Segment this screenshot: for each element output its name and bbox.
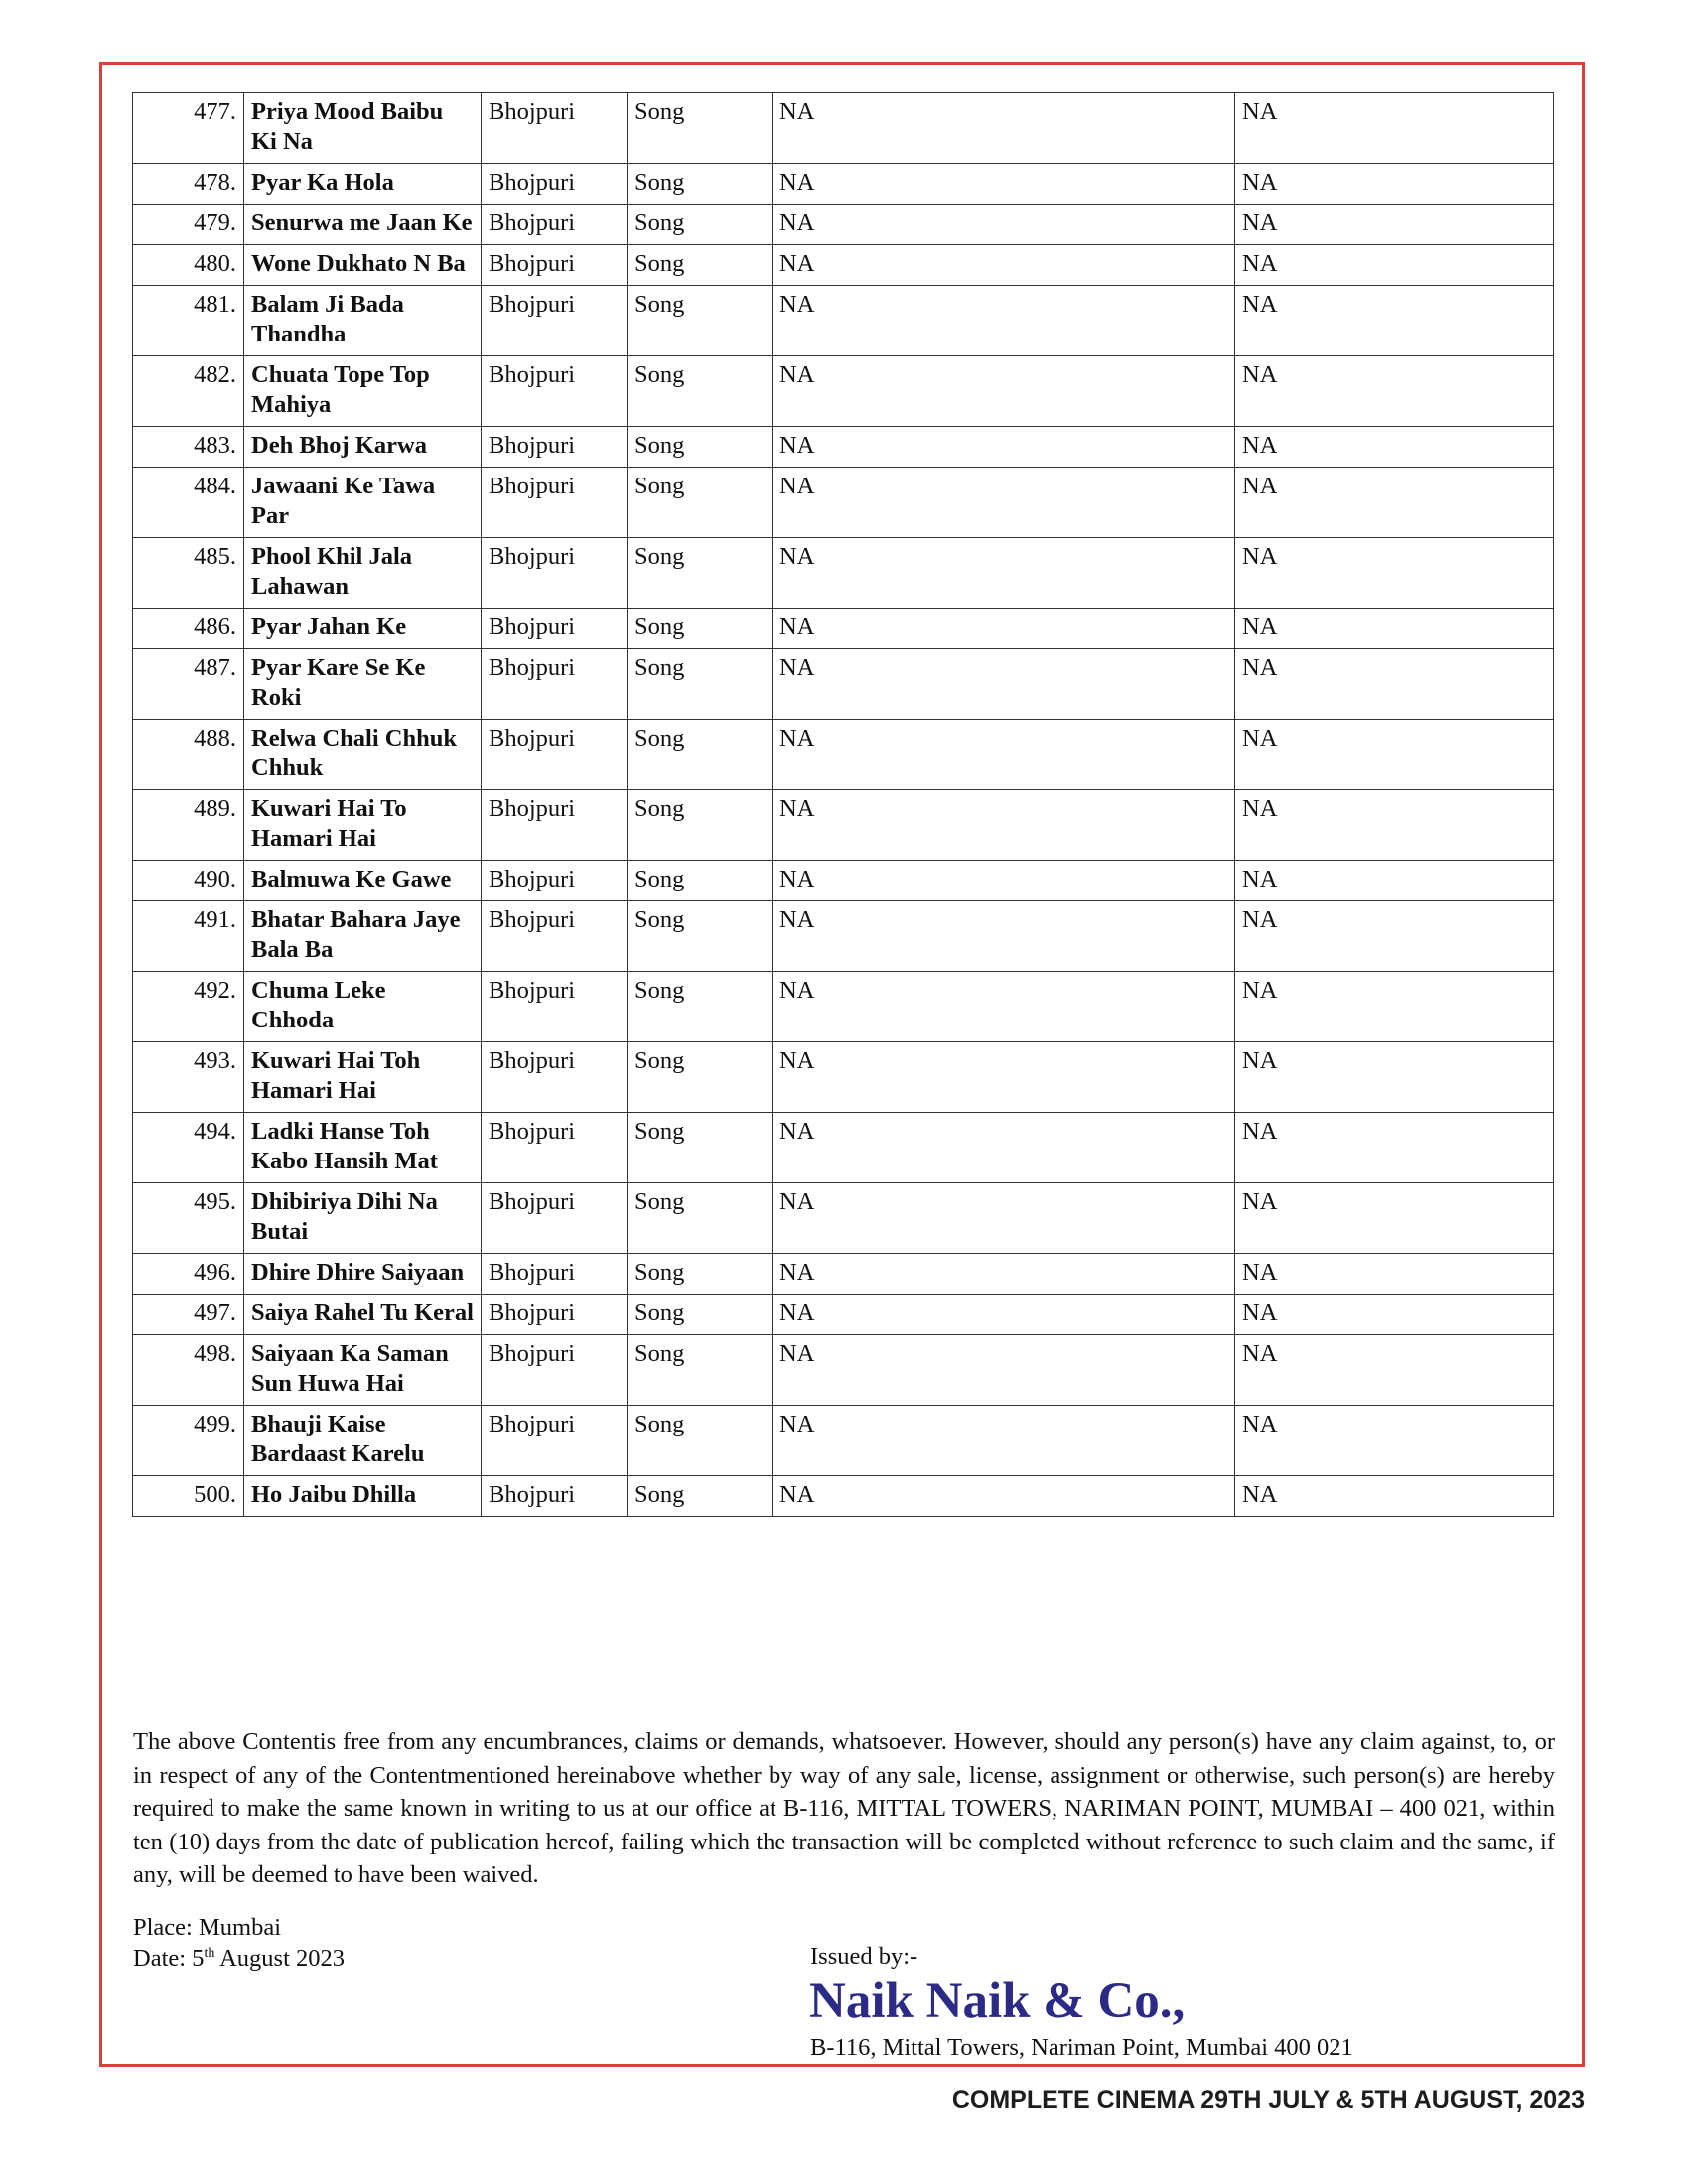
type-cell: Song <box>628 356 773 427</box>
language-cell: Bhojpuri <box>482 720 628 790</box>
language-cell: Bhojpuri <box>482 538 628 609</box>
language-cell: Bhojpuri <box>482 972 628 1042</box>
table-row <box>133 1254 1554 1295</box>
na-cell: NA <box>1235 538 1554 609</box>
type-cell: Song <box>628 164 773 205</box>
row-number: 493. <box>133 1042 244 1113</box>
na-cell: NA <box>773 649 1235 720</box>
na-cell: NA <box>773 1335 1235 1406</box>
type-cell: Song <box>628 609 773 649</box>
language-cell: Bhojpuri <box>482 164 628 205</box>
type-cell: Song <box>628 245 773 286</box>
title-cell: Deh Bhoj Karwa <box>244 427 482 468</box>
language-cell: Bhojpuri <box>482 1042 628 1113</box>
place-line: Place: Mumbai <box>133 1914 282 1941</box>
type-cell: Song <box>628 972 773 1042</box>
language-cell: Bhojpuri <box>482 1406 628 1476</box>
row-number: 480. <box>133 245 244 286</box>
na-cell: NA <box>773 356 1235 427</box>
na-cell: NA <box>1235 861 1554 901</box>
type-cell: Song <box>628 1335 773 1406</box>
row-number: 488. <box>133 720 244 790</box>
language-cell: Bhojpuri <box>482 649 628 720</box>
title-cell: Relwa Chali Chhuk Chhuk <box>244 720 482 790</box>
na-cell: NA <box>1235 245 1554 286</box>
type-cell: Song <box>628 861 773 901</box>
na-cell: NA <box>1235 609 1554 649</box>
table-row <box>133 790 1554 861</box>
title-cell: Kuwari Hai To Hamari Hai <box>244 790 482 861</box>
na-cell: NA <box>1235 164 1554 205</box>
title-cell: Priya Mood Baibu Ki Na <box>244 93 482 164</box>
na-cell: NA <box>773 245 1235 286</box>
na-cell: NA <box>773 286 1235 356</box>
row-number: 485. <box>133 538 244 609</box>
title-cell: Chuata Tope Top Mahiya <box>244 356 482 427</box>
title-cell: Saiya Rahel Tu Keral <box>244 1295 482 1335</box>
na-cell: NA <box>773 1113 1235 1183</box>
row-number: 487. <box>133 649 244 720</box>
na-cell: NA <box>1235 1476 1554 1517</box>
row-number: 489. <box>133 790 244 861</box>
issuer-name: Naik Naik & Co., <box>809 1974 1186 2029</box>
title-cell: Pyar Ka Hola <box>244 164 482 205</box>
na-cell: NA <box>1235 286 1554 356</box>
language-cell: Bhojpuri <box>482 1335 628 1406</box>
na-cell: NA <box>773 427 1235 468</box>
language-cell: Bhojpuri <box>482 1113 628 1183</box>
title-cell: Ho Jaibu Dhilla <box>244 1476 482 1517</box>
title-cell: Pyar Kare Se Ke Roki <box>244 649 482 720</box>
title-cell: Dhibiriya Dihi Na Butai <box>244 1183 482 1254</box>
row-number: 492. <box>133 972 244 1042</box>
type-cell: Song <box>628 1254 773 1295</box>
table-row <box>133 1042 1554 1113</box>
na-cell: NA <box>773 790 1235 861</box>
na-cell: NA <box>1235 972 1554 1042</box>
na-cell: NA <box>773 205 1235 245</box>
na-cell: NA <box>773 1476 1235 1517</box>
na-cell: NA <box>1235 93 1554 164</box>
language-cell: Bhojpuri <box>482 1183 628 1254</box>
row-number: 483. <box>133 427 244 468</box>
table-row <box>133 649 1554 720</box>
row-number: 478. <box>133 164 244 205</box>
na-cell: NA <box>1235 1183 1554 1254</box>
declaration-paragraph: The above Contentis free from any encumbrances, claims or demands, whatsoever. However, should any person(s) have any claim against, to, or in respect of any of the Contentmentioned hereinabove whether by way of any sale, license, assignment or otherwise, such person(s) are hereby required to make the same known in writing to us at our office at B-116, MITTAL TOWERS, NARIMAN POINT, MUMBAI – 400 021, within ten (10) days from the date of publication hereof, failing which the transaction will be completed without reference to such claim and the same, if any, will be deemed to have been waived. <box>133 1728 1555 1888</box>
na-cell: NA <box>773 861 1235 901</box>
na-cell: NA <box>773 93 1235 164</box>
content-schedule-table <box>132 92 1554 1517</box>
title-cell: Senurwa me Jaan Ke <box>244 205 482 245</box>
language-cell: Bhojpuri <box>482 1254 628 1295</box>
type-cell: Song <box>628 286 773 356</box>
row-number: 481. <box>133 286 244 356</box>
language-cell: Bhojpuri <box>482 468 628 538</box>
na-cell: NA <box>1235 1295 1554 1335</box>
table-row <box>133 245 1554 286</box>
row-number: 477. <box>133 93 244 164</box>
type-cell: Song <box>628 720 773 790</box>
row-number: 490. <box>133 861 244 901</box>
table-row <box>133 356 1554 427</box>
table-row <box>133 468 1554 538</box>
title-cell: Phool Khil Jala Lahawan <box>244 538 482 609</box>
table-row <box>133 538 1554 609</box>
type-cell: Song <box>628 1042 773 1113</box>
na-cell: NA <box>1235 1335 1554 1406</box>
language-cell: Bhojpuri <box>482 356 628 427</box>
na-cell: NA <box>1235 1042 1554 1113</box>
table-row <box>133 164 1554 205</box>
row-number: 482. <box>133 356 244 427</box>
row-number: 486. <box>133 609 244 649</box>
na-cell: NA <box>773 609 1235 649</box>
na-cell: NA <box>773 538 1235 609</box>
table-body <box>133 93 1554 1517</box>
row-number: 484. <box>133 468 244 538</box>
language-cell: Bhojpuri <box>482 1476 628 1517</box>
na-cell: NA <box>1235 901 1554 972</box>
title-cell: Kuwari Hai Toh Hamari Hai <box>244 1042 482 1113</box>
row-number: 491. <box>133 901 244 972</box>
title-cell: Balmuwa Ke Gawe <box>244 861 482 901</box>
type-cell: Song <box>628 649 773 720</box>
table-row <box>133 205 1554 245</box>
na-cell: NA <box>773 901 1235 972</box>
table-row <box>133 1476 1554 1517</box>
date-ordinal-suffix: th <box>204 1945 215 1961</box>
type-cell: Song <box>628 1295 773 1335</box>
row-number: 497. <box>133 1295 244 1335</box>
na-cell: NA <box>773 1295 1235 1335</box>
date-rest: August 2023 <box>214 1945 346 1972</box>
type-cell: Song <box>628 205 773 245</box>
row-number: 496. <box>133 1254 244 1295</box>
language-cell: Bhojpuri <box>482 286 628 356</box>
table-row <box>133 1406 1554 1476</box>
na-cell: NA <box>773 1042 1235 1113</box>
type-cell: Song <box>628 93 773 164</box>
language-cell: Bhojpuri <box>482 245 628 286</box>
table-row <box>133 1113 1554 1183</box>
na-cell: NA <box>773 468 1235 538</box>
row-number: 498. <box>133 1335 244 1406</box>
table-row <box>133 1295 1554 1335</box>
title-cell: Bhatar Bahara Jaye Bala Ba <box>244 901 482 972</box>
table-row <box>133 972 1554 1042</box>
na-cell: NA <box>773 1183 1235 1254</box>
title-cell: Dhire Dhire Saiyaan <box>244 1254 482 1295</box>
language-cell: Bhojpuri <box>482 93 628 164</box>
type-cell: Song <box>628 1183 773 1254</box>
row-number: 500. <box>133 1476 244 1517</box>
title-cell: Wone Dukhato N Ba <box>244 245 482 286</box>
na-cell: NA <box>1235 205 1554 245</box>
type-cell: Song <box>628 1476 773 1517</box>
title-cell: Bhauji Kaise Bardaast Karelu <box>244 1406 482 1476</box>
type-cell: Song <box>628 790 773 861</box>
row-number: 499. <box>133 1406 244 1476</box>
na-cell: NA <box>1235 468 1554 538</box>
publication-footer: COMPLETE CINEMA 29TH JULY & 5TH AUGUST, 2023 <box>951 2086 1585 2114</box>
type-cell: Song <box>628 1406 773 1476</box>
type-cell: Song <box>628 538 773 609</box>
table-row <box>133 720 1554 790</box>
issued-by-label: Issued by:- <box>810 1943 918 1970</box>
title-cell: Jawaani Ke Tawa Par <box>244 468 482 538</box>
type-cell: Song <box>628 1113 773 1183</box>
title-cell: Saiyaan Ka Saman Sun Huwa Hai <box>244 1335 482 1406</box>
na-cell: NA <box>773 720 1235 790</box>
title-cell: Ladki Hanse Toh Kabo Hansih Mat <box>244 1113 482 1183</box>
language-cell: Bhojpuri <box>482 861 628 901</box>
table-row <box>133 861 1554 901</box>
title-cell: Balam Ji Bada Thandha <box>244 286 482 356</box>
table-row <box>133 93 1554 164</box>
place-date-block <box>133 1912 345 1974</box>
title-cell: Chuma Leke Chhoda <box>244 972 482 1042</box>
table-row <box>133 427 1554 468</box>
table-row <box>133 1183 1554 1254</box>
na-cell: NA <box>1235 649 1554 720</box>
table-row <box>133 286 1554 356</box>
language-cell: Bhojpuri <box>482 427 628 468</box>
language-cell: Bhojpuri <box>482 790 628 861</box>
title-cell: Pyar Jahan Ke <box>244 609 482 649</box>
row-number: 495. <box>133 1183 244 1254</box>
na-cell: NA <box>773 972 1235 1042</box>
row-number: 494. <box>133 1113 244 1183</box>
na-cell: NA <box>1235 790 1554 861</box>
type-cell: Song <box>628 468 773 538</box>
type-cell: Song <box>628 901 773 972</box>
table-row <box>133 1335 1554 1406</box>
na-cell: NA <box>1235 1406 1554 1476</box>
row-number: 479. <box>133 205 244 245</box>
na-cell: NA <box>1235 720 1554 790</box>
type-cell: Song <box>628 427 773 468</box>
issuer-address: B-116, Mittal Towers, Nariman Point, Mumbai 400 021 <box>810 2034 1353 2061</box>
na-cell: NA <box>1235 356 1554 427</box>
table-row <box>133 901 1554 972</box>
language-cell: Bhojpuri <box>482 1295 628 1335</box>
date-prefix: Date: 5 <box>133 1945 205 1972</box>
date-line <box>133 1943 345 1974</box>
na-cell: NA <box>1235 1254 1554 1295</box>
na-cell: NA <box>773 164 1235 205</box>
language-cell: Bhojpuri <box>482 609 628 649</box>
na-cell: NA <box>1235 1113 1554 1183</box>
na-cell: NA <box>1235 427 1554 468</box>
language-cell: Bhojpuri <box>482 901 628 972</box>
na-cell: NA <box>773 1406 1235 1476</box>
table-row <box>133 609 1554 649</box>
language-cell: Bhojpuri <box>482 205 628 245</box>
na-cell: NA <box>773 1254 1235 1295</box>
